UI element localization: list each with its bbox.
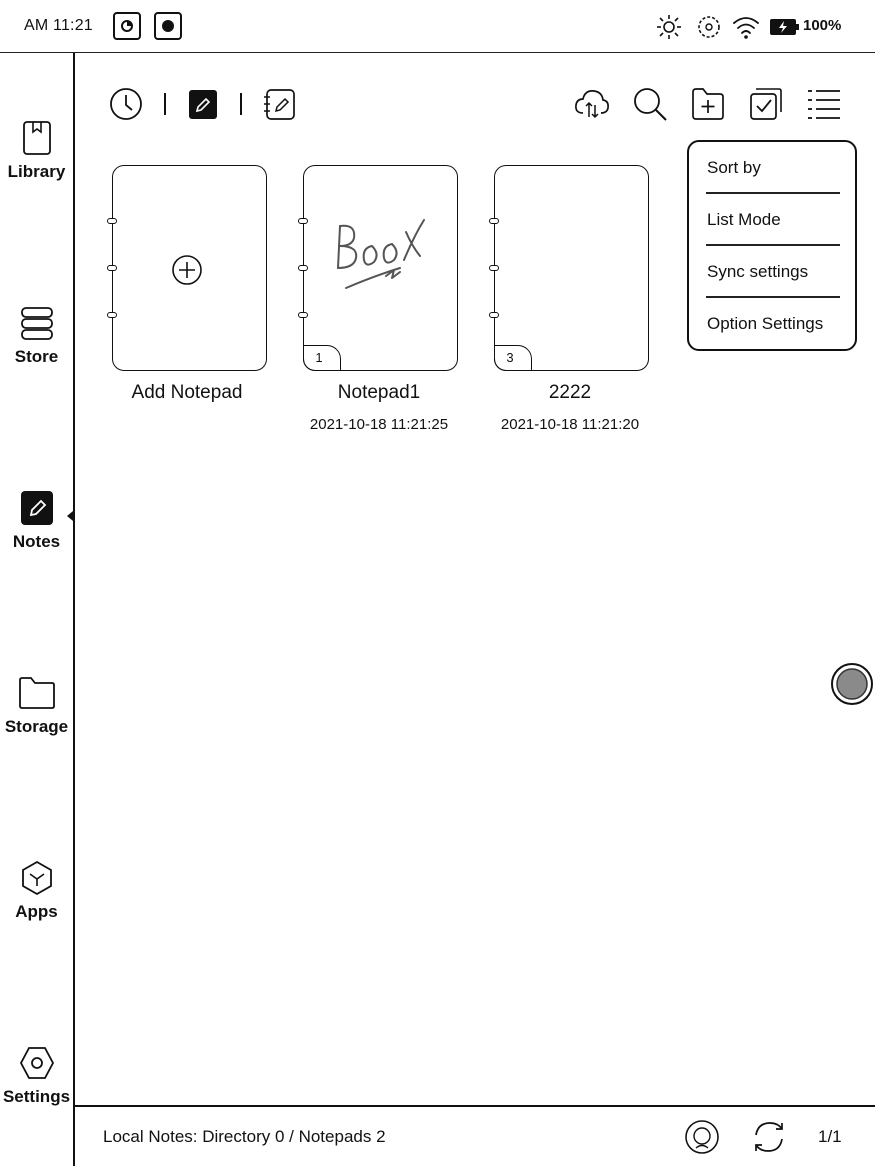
binder-ring [107,265,117,271]
sidebar-item-label: Apps [15,902,58,921]
footer-summary: Local Notes: Directory 0 / Notepads 2 [103,1127,386,1146]
new-folder-icon[interactable] [690,86,726,122]
binder-ring [489,265,499,271]
binder-ring [107,312,117,318]
sidebar-item-label: Settings [2,1087,71,1106]
sidebar-item-storage[interactable] [0,675,73,737]
record-icon[interactable] [154,12,182,40]
sidebar-item-settings[interactable] [0,1045,73,1107]
binder-ring [489,312,499,318]
toolbar-divider [164,93,166,115]
wifi-icon[interactable] [731,14,761,40]
sidebar-item-label: Store [14,347,59,366]
cloud-sync-icon[interactable] [573,86,611,122]
page-indicator: 1/1 [818,1127,842,1146]
binder-ring [298,312,308,318]
notebook-date: 2021-10-18 11:21:25 [309,416,449,433]
list-menu-icon[interactable] [806,86,842,122]
stack-icon [19,305,55,341]
options-dropdown-menu [687,140,857,351]
profile-circle-icon[interactable] [684,1119,720,1155]
sidebar-item-label: Library [7,162,66,181]
menu-divider [706,192,840,194]
floating-ball-button[interactable] [830,662,874,706]
notebook-title: 2222 [548,382,592,403]
sidebar-item-library[interactable] [0,120,73,182]
toolbar-divider [240,93,242,115]
add-circle-icon [171,254,203,286]
sidebar-item-apps[interactable] [0,860,73,922]
handwriting-sketch [334,216,434,296]
multi-select-icon[interactable] [748,86,784,122]
pencil-icon [19,490,55,526]
binder-ring [489,218,499,224]
menu-item-list-mode[interactable]: List Mode [707,210,781,229]
ring-notebook-icon[interactable] [262,86,298,122]
sidebar-item-store[interactable] [0,305,73,367]
notebook-title: Add Notepad [131,382,243,403]
menu-divider [706,296,840,298]
binder-ring [298,265,308,271]
page-count-badge: 1 [303,345,341,371]
menu-divider [706,244,840,246]
page-count-badge: 3 [494,345,532,371]
menu-item-sync-settings[interactable]: Sync settings [707,262,809,281]
menu-item-option-settings[interactable]: Option Settings [707,314,824,333]
sidebar [0,53,75,1166]
pie-chart-icon[interactable] [113,12,141,40]
sidebar-item-notes[interactable] [0,490,73,552]
notebook-title: Notepad1 [337,382,421,403]
add-notepad-card[interactable] [112,165,267,371]
book-icon [21,120,53,156]
notebook-card[interactable] [303,165,458,371]
search-icon[interactable] [632,86,668,122]
battery-percent: 100% [803,17,842,34]
clock-icon[interactable] [109,86,143,122]
brightness-icon[interactable] [654,14,684,40]
cube-icon [19,860,55,896]
hexagon-gear-icon [18,1045,56,1081]
sidebar-item-label: Storage [4,717,69,736]
sidebar-item-label: Notes [12,532,61,551]
notes-tab-icon[interactable] [187,86,219,122]
notebook-card[interactable] [494,165,649,371]
folder-icon [18,675,56,711]
refresh-icon[interactable] [750,1119,788,1155]
notebook-date: 2021-10-18 11:21:20 [500,416,640,433]
menu-item-sort-by[interactable]: Sort by [707,158,761,177]
status-time: AM 11:21 [24,17,93,34]
refresh-dots-icon[interactable] [695,14,723,40]
binder-ring [107,218,117,224]
binder-ring [298,218,308,224]
battery-charging-icon [768,14,802,40]
active-indicator-icon [66,510,74,522]
